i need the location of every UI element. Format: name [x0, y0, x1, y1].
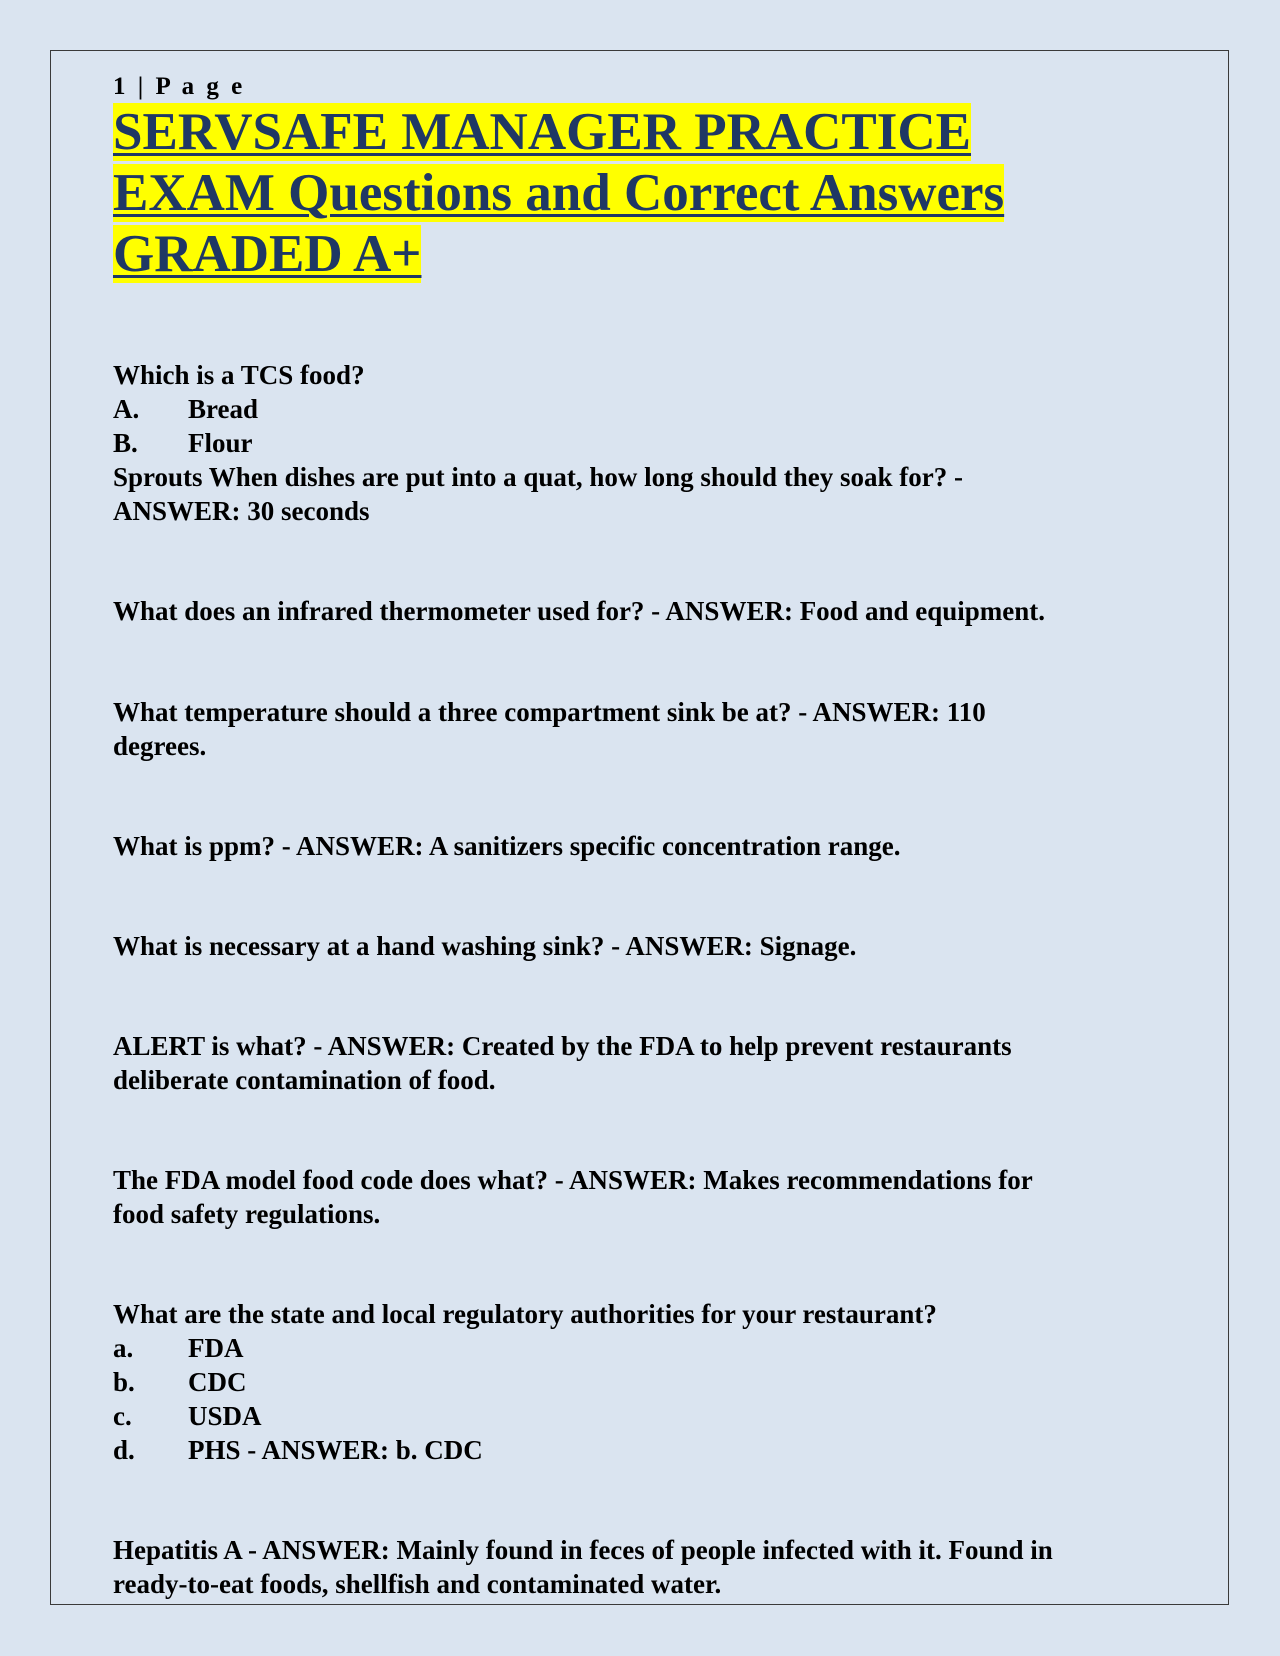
document-title: [113, 102, 1193, 285]
option-text: Flour: [188, 428, 253, 458]
option-text: Bread: [188, 394, 259, 424]
option-text: FDA: [188, 1333, 244, 1363]
qa-line: ready-to-eat foods, shellfish and contaminated water.: [113, 1569, 722, 1599]
option-c: [113, 1399, 1193, 1433]
qa-line: What is necessary at a hand washing sink? - ANSWER: Signage.: [113, 931, 857, 961]
option-text: USDA: [188, 1401, 262, 1431]
qa-line: ALERT is what? - ANSWER: Created by the FDA to help prevent restaurants: [113, 1031, 1012, 1061]
option-letter: A.: [113, 394, 140, 424]
qa-line: food safety regulations.: [113, 1199, 381, 1229]
option-letter: b.: [113, 1367, 135, 1397]
title-line-1: SERVSAFE MANAGER PRACTICE: [113, 103, 971, 161]
qa-item-5: [113, 929, 1193, 963]
option-a: [113, 1331, 1193, 1365]
qa-item-8: [113, 1297, 1193, 1467]
document-page: [113, 72, 1193, 1601]
qa-line: What temperature should a three compartment sink be at? - ANSWER: 110: [113, 697, 986, 727]
qa-item-9: [113, 1533, 1193, 1601]
option-letter: a.: [113, 1333, 134, 1363]
qa-list: [113, 358, 1193, 1601]
qa-item-7: [113, 1163, 1193, 1231]
option-letter: c.: [113, 1401, 132, 1431]
option-text: PHS - ANSWER: b. CDC: [188, 1435, 483, 1465]
qa-item-2: [113, 594, 1193, 628]
option-d: [113, 1433, 1193, 1467]
qa-line: The FDA model food code does what? - ANSWER: Makes recommendations for: [113, 1165, 1033, 1195]
qa-item-3: [113, 695, 1193, 763]
question-text: Which is a TCS food?: [113, 360, 365, 390]
option-b: [113, 426, 1193, 460]
answer-line: Sprouts When dishes are put into a quat, how long should they soak for? -: [113, 462, 963, 492]
answer-line: ANSWER: 30 seconds: [113, 496, 370, 526]
qa-item-6: [113, 1029, 1193, 1097]
qa-line: Hepatitis A - ANSWER: Mainly found in feces of people infected with it. Found in: [113, 1535, 1053, 1565]
qa-line: What does an infrared thermometer used for? - ANSWER: Food and equipment.: [113, 596, 1046, 626]
qa-line: What is ppm? - ANSWER: A sanitizers specific concentration range.: [113, 831, 901, 861]
page-number: 1 | P a g e: [113, 73, 246, 100]
qa-item-1: [113, 358, 1193, 528]
option-text: CDC: [188, 1367, 247, 1397]
qa-line: deliberate contamination of food.: [113, 1065, 496, 1095]
qa-item-4: [113, 829, 1193, 863]
option-letter: B.: [113, 428, 138, 458]
option-b: [113, 1365, 1193, 1399]
option-a: [113, 392, 1193, 426]
question-text: What are the state and local regulatory authorities for your restaurant?: [113, 1299, 937, 1329]
title-line-3: GRADED A+: [113, 225, 422, 283]
qa-line: degrees.: [113, 731, 207, 761]
option-letter: d.: [113, 1435, 135, 1465]
title-line-2: EXAM Questions and Correct Answers: [113, 164, 1005, 222]
